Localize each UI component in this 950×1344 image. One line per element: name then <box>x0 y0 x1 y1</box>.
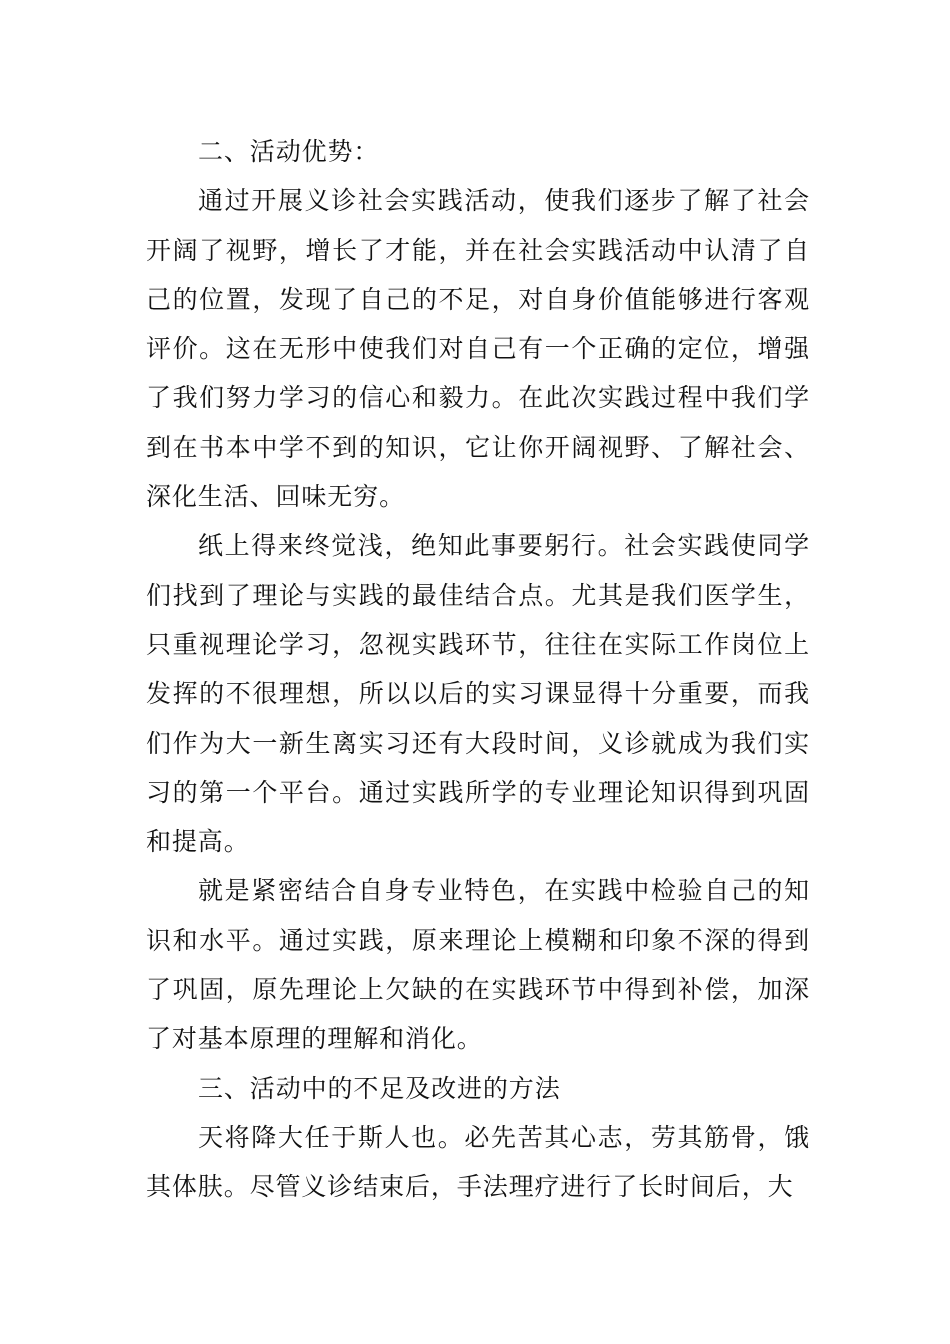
section-heading-advantages: 二、活动优势： <box>198 137 380 166</box>
document-body <box>146 127 810 1212</box>
section-heading-shortcomings: 三、活动中的不足及改进的方法 <box>198 1073 561 1103</box>
paragraph-theory-practice: 纸上得来终觉浅，绝知此事要躬行。社会实践使同学们找到了理论与实践的最佳结合点。尤其是我们医学生，只重视理论学习，忽视实践环节，往往在实际工作岗位上发挥的不很理想，所以以后的实习课显得十分重要，而我们作为大一新生离实习还有大段时间，义诊就成为我们实习的第一个平台。通过实践所学的专业理论知识得到巩固和提高。 <box>146 531 810 857</box>
paragraph-professional-knowledge: 就是紧密结合自身专业特色，在实践中检验自己的知识和水平。通过实践，原来理论上模糊和印象不深的得到了巩固，原先理论上欠缺的在实践环节中得到补偿，加深了对基本原理的理解和消化。 <box>146 876 810 1054</box>
paragraph-practice-benefits: 通过开展义诊社会实践活动，使我们逐步了解了社会开阔了视野，增长了才能，并在社会实践活动中认清了自己的位置，发现了自己的不足，对自身价值能够进行客观评价。这在无形中使我们对自己有一个正确的定位，增强了我们努力学习的信心和毅力。在此次实践过程中我们学到在书本中学不到的知识，它让你开阔视野、了解社会、深化生活、回味无穷。 <box>146 186 810 512</box>
paragraph-hardship: 天将降大任于斯人也。必先苦其心志，劳其筋骨，饿其体肤。尽管义诊结束后，手法理疗进行了长时间后，大 <box>146 1122 810 1202</box>
